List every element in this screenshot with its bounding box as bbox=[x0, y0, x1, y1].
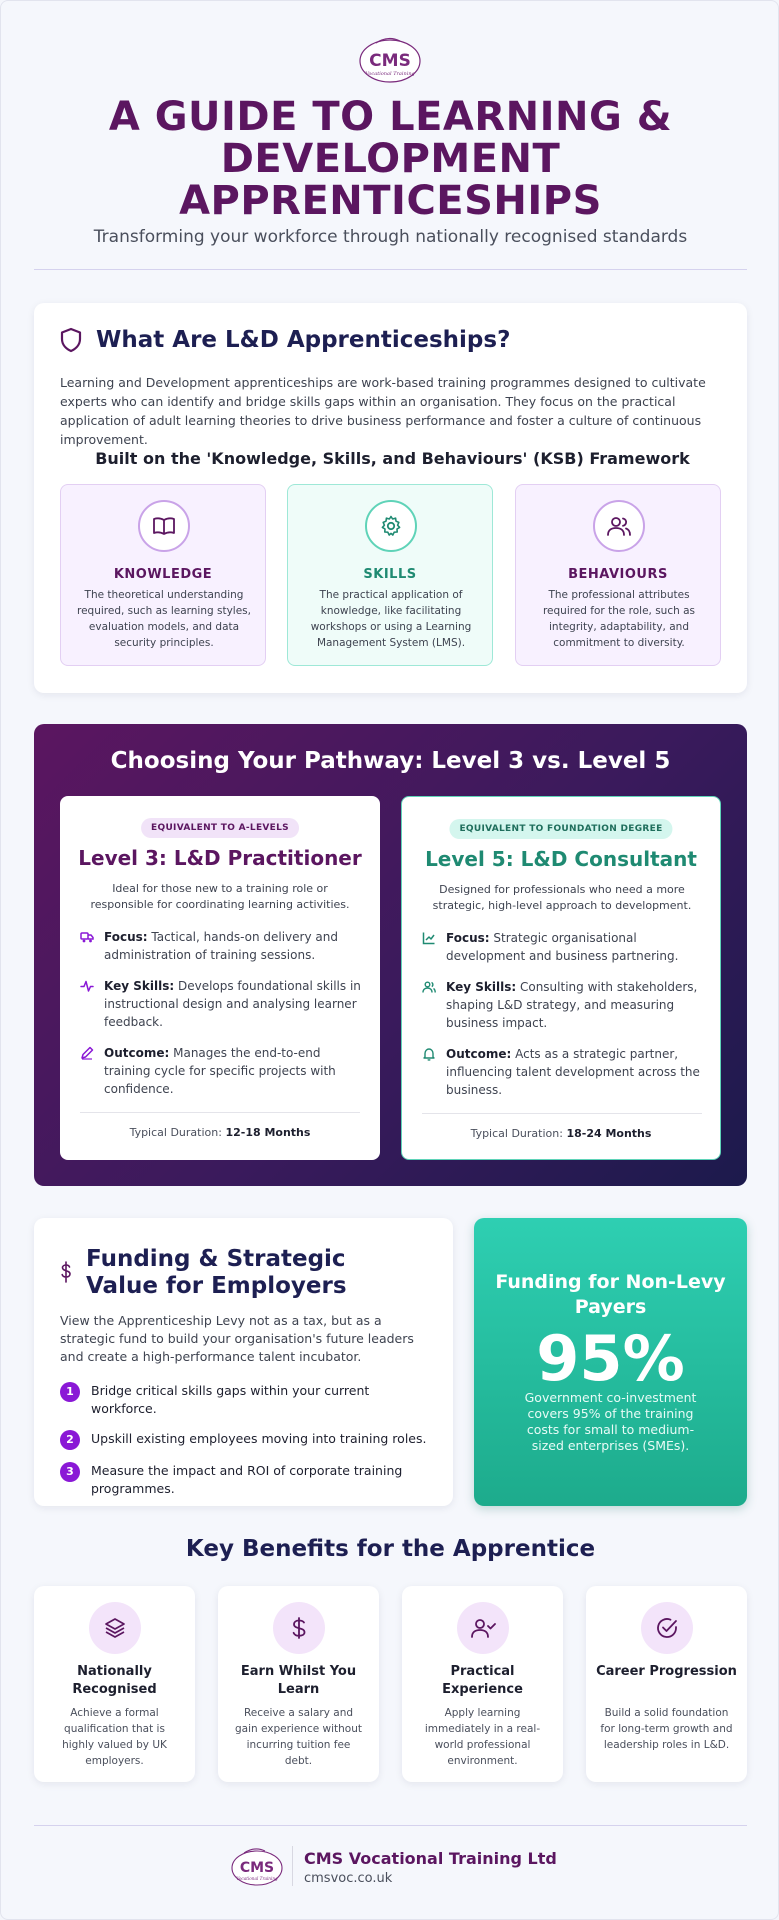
page-subtitle: Transforming your workforce through nationally recognised standards bbox=[93, 227, 688, 247]
shield-icon bbox=[60, 327, 82, 353]
level-point bbox=[422, 978, 710, 1032]
benefit-card bbox=[402, 1586, 563, 1782]
list-number-badge: 1 bbox=[60, 1382, 80, 1402]
duration-value: 18-24 Months bbox=[566, 1127, 652, 1140]
level-point bbox=[80, 1044, 368, 1098]
list-number-badge: 3 bbox=[60, 1462, 80, 1482]
benefit-card bbox=[34, 1586, 195, 1782]
list-item bbox=[60, 1430, 430, 1450]
point-text: Acts as a strategic partner, influencing talent development across the business. bbox=[446, 1047, 700, 1097]
list-number-badge: 2 bbox=[60, 1430, 80, 1450]
dollar-icon bbox=[60, 1259, 72, 1285]
ksb-label: BEHAVIOURS bbox=[568, 567, 668, 582]
user-check-icon bbox=[470, 1616, 496, 1640]
level-desc: Designed for professionals who need a more strategic, high-level approach to development. bbox=[432, 883, 692, 912]
activity-icon bbox=[80, 979, 94, 993]
bell-icon bbox=[422, 1047, 436, 1061]
level-title: Level 5: L&D Consultant bbox=[425, 847, 697, 871]
point-label: Focus: bbox=[446, 931, 490, 945]
benefit-title: Nationally Recognised bbox=[72, 1664, 157, 1697]
level-5-card bbox=[401, 796, 721, 1160]
level-duration bbox=[60, 1126, 380, 1139]
duration-value: 12-18 Months bbox=[225, 1126, 311, 1139]
list-item-text: Bridge critical skills gaps within your current workforce. bbox=[91, 1383, 370, 1416]
benefit-icon-circle bbox=[641, 1602, 693, 1654]
benefit-card bbox=[586, 1586, 747, 1782]
duration-label: Typical Duration: bbox=[129, 1126, 222, 1139]
list-item bbox=[60, 1382, 430, 1418]
book-icon bbox=[152, 514, 176, 538]
benefits-title: Key Benefits for the Apprentice bbox=[185, 1536, 596, 1562]
truck-icon bbox=[80, 930, 94, 944]
list-item-text: Measure the impact and ROI of corporate training programmes. bbox=[91, 1463, 403, 1496]
benefit-title: Earn Whilst You Learn bbox=[240, 1664, 357, 1697]
benefit-card bbox=[218, 1586, 379, 1782]
ksb-text: The theoretical understanding required, such as learning styles, evaluation models, and data security principles. bbox=[77, 589, 251, 649]
what-are-section bbox=[34, 303, 747, 693]
users-icon bbox=[606, 514, 632, 538]
funding-title: Funding & Strategic Value for Employers bbox=[86, 1246, 347, 1299]
what-are-header bbox=[60, 327, 510, 353]
point-text: Tactical, hands-on delivery and administration of training sessions. bbox=[104, 930, 338, 962]
list-item-text: Upskill existing employees moving into training roles. bbox=[91, 1431, 427, 1446]
header-divider bbox=[34, 269, 747, 270]
what-are-title: What Are L&D Apprenticeships? bbox=[96, 327, 511, 353]
benefit-text: Apply learning immediately in a real-world professional environment. bbox=[424, 1707, 541, 1767]
point-text: Strategic organisational development and business partnering. bbox=[446, 931, 679, 963]
level-divider bbox=[80, 1112, 360, 1113]
logo-text: CMS bbox=[369, 51, 411, 71]
ksb-text: The practical application of knowledge, like facilitating workshops or using a Learning Management System (LMS). bbox=[310, 589, 472, 649]
chart-icon bbox=[422, 931, 436, 945]
pathway-title: Choosing Your Pathway: Level 3 vs. Level 5 bbox=[110, 748, 671, 774]
ksb-icon-circle bbox=[138, 500, 190, 552]
funding-header bbox=[60, 1246, 386, 1300]
level-title: Level 3: L&D Practitioner bbox=[78, 846, 362, 870]
benefit-title: Career Progression bbox=[596, 1664, 737, 1679]
ksb-label: KNOWLEDGE bbox=[113, 567, 213, 582]
level-3-card bbox=[60, 796, 380, 1160]
ksb-icon-circle bbox=[365, 500, 417, 552]
point-text: Develops foundational skills in instructional design and analysing learner feedback. bbox=[104, 979, 361, 1029]
benefit-icon-circle bbox=[273, 1602, 325, 1654]
point-label: Key Skills: bbox=[446, 980, 517, 994]
non-levy-card bbox=[474, 1218, 747, 1506]
level-points bbox=[80, 928, 368, 1111]
point-text: Manages the end-to-end training cycle for specific projects with confidence. bbox=[104, 1046, 336, 1096]
footer-company-name: CMS Vocational Training Ltd bbox=[304, 1849, 557, 1868]
benefit-text: Build a solid foundation for long-term growth and leadership roles in L&D. bbox=[600, 1707, 733, 1751]
ksb-skills-box bbox=[287, 484, 493, 666]
level-duration bbox=[402, 1127, 720, 1140]
non-levy-desc: Government co-investment covers 95% of the training costs for small to medium-sized enterprises (SMEs). bbox=[524, 1390, 697, 1453]
cms-logo bbox=[358, 33, 422, 85]
what-are-intro: Learning and Development apprenticeships are work-based training programmes designed to cultivate experts who can identify and bridge skills gaps within an organisation. They focus on the practical application of adult learning theories to drive business performance and foster a culture of continuous improvement. bbox=[60, 375, 706, 447]
ksb-icon-circle bbox=[593, 500, 645, 552]
layers-icon bbox=[103, 1616, 127, 1640]
dollar-icon bbox=[287, 1616, 311, 1640]
ksb-text: The professional attributes required for the role, such as integrity, adaptability, and commitment to diversity. bbox=[542, 589, 696, 649]
footer-separator bbox=[292, 1846, 293, 1886]
benefit-text: Achieve a formal qualification that is highly valued by UK employers. bbox=[62, 1707, 167, 1767]
ksb-title: Built on the 'Knowledge, Skills, and Behaviours' (KSB) Framework bbox=[95, 449, 690, 468]
level-point bbox=[80, 977, 368, 1031]
check-circle-icon bbox=[655, 1616, 679, 1640]
non-levy-percent: 95% bbox=[536, 1322, 685, 1395]
funding-intro: View the Apprenticeship Levy not as a tax, but as a strategic fund to build your organisation's future leaders and create a high-performance talent incubator. bbox=[60, 1313, 414, 1364]
point-label: Outcome: bbox=[104, 1046, 170, 1060]
point-label: Focus: bbox=[104, 930, 148, 944]
level-badge: EQUIVALENT TO A-LEVELS bbox=[141, 818, 299, 838]
footer-divider bbox=[34, 1825, 747, 1826]
non-levy-title: Funding for Non-Levy Payers bbox=[495, 1271, 726, 1318]
ksb-label: SKILLS bbox=[363, 567, 417, 582]
logo-subtext: Vocational Training bbox=[236, 1876, 278, 1881]
list-item bbox=[60, 1462, 430, 1498]
level-badge: EQUIVALENT TO FOUNDATION DEGREE bbox=[449, 819, 672, 839]
users-icon bbox=[422, 980, 436, 994]
page-title: A GUIDE TO LEARNING & DEVELOPMENT APPRENTICESHIPS bbox=[108, 94, 673, 224]
benefit-title: Practical Experience bbox=[442, 1664, 523, 1697]
level-point bbox=[422, 1045, 710, 1099]
point-label: Key Skills: bbox=[104, 979, 175, 993]
funding-section bbox=[34, 1218, 453, 1506]
pathway-section bbox=[34, 724, 747, 1186]
benefit-text: Receive a salary and gain experience without incurring tuition fee debt. bbox=[234, 1707, 362, 1767]
point-text: Consulting with stakeholders, shaping L&D strategy, and measuring business impact. bbox=[446, 980, 698, 1030]
footer-website-link[interactable]: cmsvoc.co.uk bbox=[304, 1871, 393, 1886]
benefit-icon-circle bbox=[89, 1602, 141, 1654]
gear-icon bbox=[379, 514, 403, 538]
level-points bbox=[422, 929, 710, 1112]
logo-subtext: Vocational Training bbox=[365, 71, 415, 77]
level-divider bbox=[422, 1113, 702, 1114]
benefit-icon-circle bbox=[457, 1602, 509, 1654]
level-desc: Ideal for those new to a training role or responsible for coordinating learning activities. bbox=[90, 882, 350, 911]
duration-label: Typical Duration: bbox=[470, 1127, 563, 1140]
ksb-behaviours-box bbox=[515, 484, 721, 666]
logo-text: CMS bbox=[239, 1860, 275, 1876]
ksb-knowledge-box bbox=[60, 484, 266, 666]
level-point bbox=[422, 929, 710, 965]
pen-icon bbox=[80, 1046, 94, 1060]
point-label: Outcome: bbox=[446, 1047, 512, 1061]
footer-cms-logo bbox=[230, 1844, 284, 1888]
level-point bbox=[80, 928, 368, 964]
funding-list bbox=[60, 1382, 430, 1510]
